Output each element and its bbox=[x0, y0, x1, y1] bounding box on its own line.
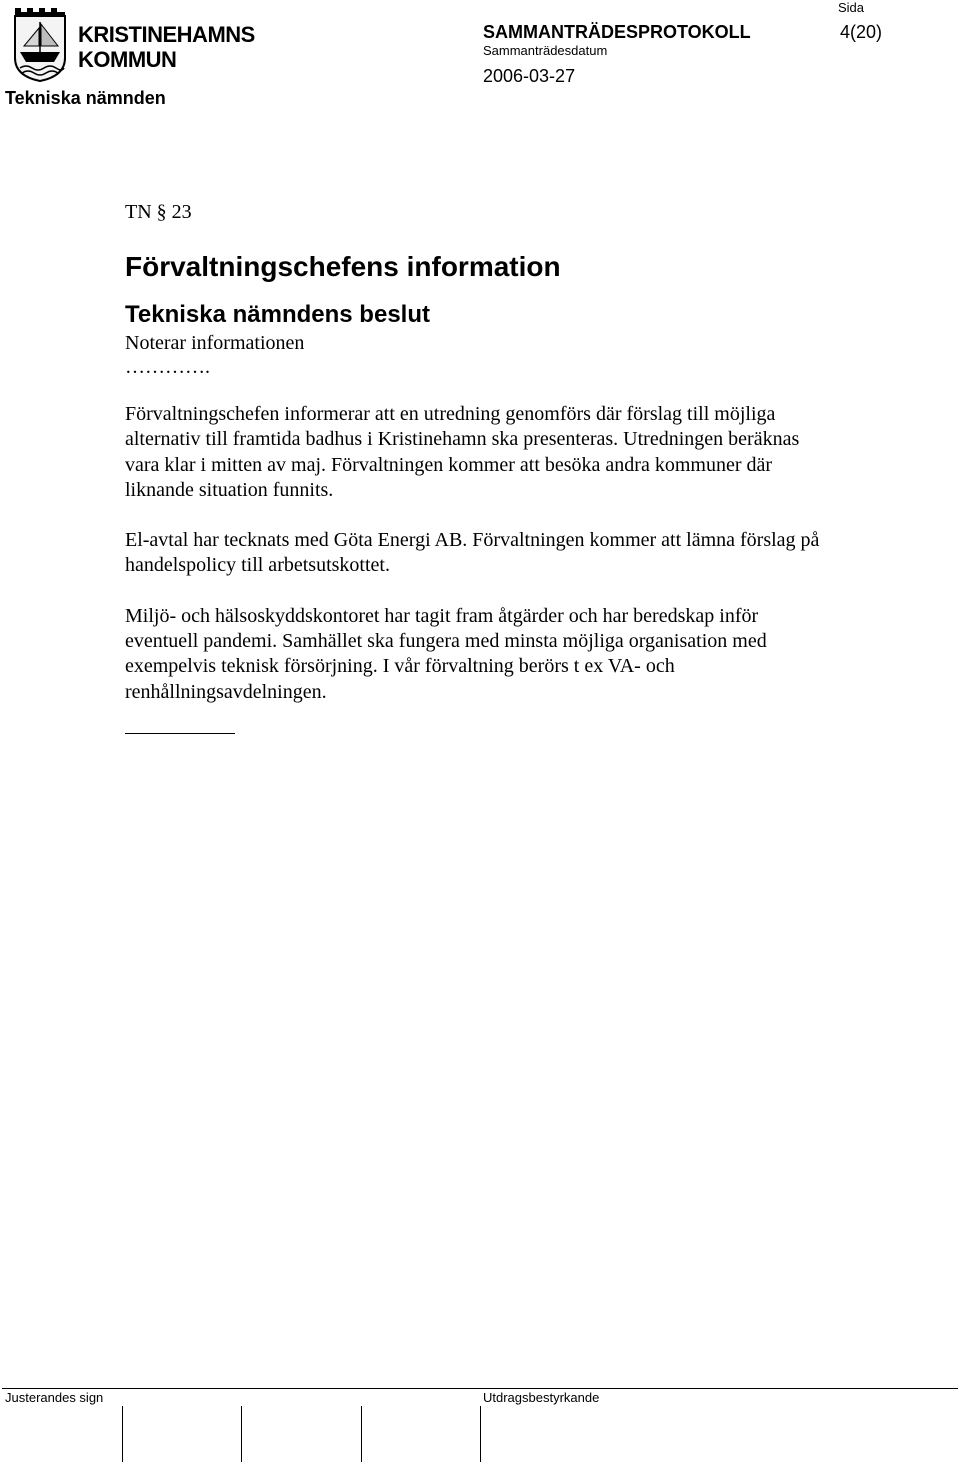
paragraph-number: TN § 23 bbox=[125, 201, 192, 223]
committee-name: Tekniska nämnden bbox=[5, 88, 166, 108]
page-label: Sida bbox=[838, 0, 865, 15]
decision-heading: Tekniska nämndens beslut bbox=[125, 301, 430, 328]
document-type: SAMMANTRÄDESPROTOKOLL bbox=[483, 22, 751, 42]
body-paragraph: El-avtal har tecknats med Göta Energi AB. Förvaltningen kommer att lämna förslag på handelspolicy till arbetsutskottet. bbox=[125, 529, 820, 577]
item-title: Förvaltningschefens information bbox=[125, 251, 561, 282]
body-paragraph: Förvaltningschefen informerar att en utredning genomförs där förslag till möjliga alternativ till framtida badhus i Kristinehamn ska presenteras. Utredningen beräknas vara klar i mitten av maj. Förvaltningen kommer att besöka andra kommuner där liknande situation funnits. bbox=[125, 403, 800, 501]
end-rule bbox=[125, 733, 235, 734]
document-body bbox=[125, 198, 825, 734]
meeting-date-label: Sammanträdesdatum bbox=[483, 43, 608, 58]
extract-certification-label: Utdragsbestyrkande bbox=[483, 1390, 600, 1405]
org-name-line2: KOMMUN bbox=[78, 47, 177, 72]
page-number: 4(20) bbox=[840, 22, 883, 42]
signature-box-divider bbox=[480, 1406, 481, 1462]
municipal-coat-of-arms-icon bbox=[12, 6, 68, 82]
separator-dots: …………. bbox=[125, 356, 210, 378]
decision-text: Noterar informationen bbox=[125, 332, 305, 354]
meeting-date: 2006-03-27 bbox=[483, 66, 576, 86]
footer-rule bbox=[2, 1388, 958, 1389]
signature-box-divider bbox=[122, 1406, 123, 1462]
body-paragraph: Miljö- och hälsoskyddskontoret har tagit fram åtgärder och har beredskap inför eventuell pandemi. Samhället ska fungera med minsta möjliga organisation med exempelvis teknisk försörjning. I vår förvaltning berörs t ex VA- och renhållningsavdelningen. bbox=[125, 604, 767, 703]
signature-label: Justerandes sign bbox=[5, 1390, 104, 1405]
signature-box-divider bbox=[241, 1406, 242, 1462]
footer bbox=[0, 1388, 960, 1463]
org-name-line1: KRISTINEHAMNS bbox=[78, 22, 255, 47]
signature-box-divider bbox=[361, 1406, 362, 1462]
